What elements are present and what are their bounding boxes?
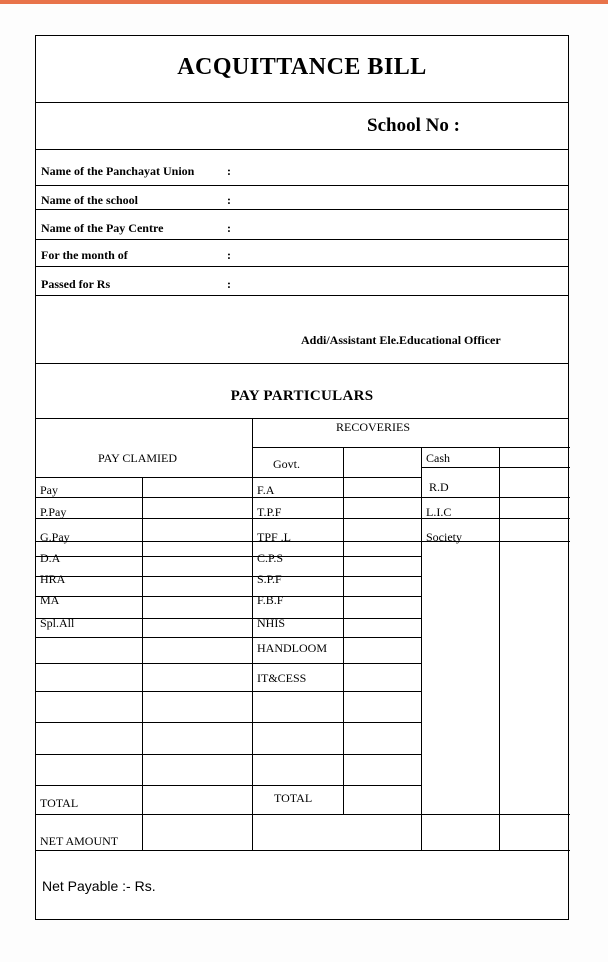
divider <box>36 541 570 542</box>
divider <box>36 239 568 240</box>
cash-item: L.I.C <box>426 505 452 519</box>
recovery-item: F.A <box>257 483 275 497</box>
pay-item: Pay <box>40 483 58 497</box>
divider <box>36 850 570 851</box>
grid-line <box>252 418 253 850</box>
divider <box>36 185 568 186</box>
field-colon: : <box>227 248 231 262</box>
govt-label: Govt. <box>273 457 300 471</box>
pay-item: P.Pay <box>40 505 67 519</box>
field-colon: : <box>227 193 231 207</box>
divider <box>36 477 421 478</box>
recovery-item: NHIS <box>257 616 286 630</box>
divider <box>36 618 421 619</box>
school-no-label: School No : <box>367 115 460 136</box>
recovery-item: HANDLOOM <box>257 641 327 655</box>
divider <box>36 295 568 296</box>
divider <box>36 418 568 419</box>
divider <box>252 447 570 448</box>
pay-item: MA <box>40 593 60 607</box>
acquittance-bill-form <box>35 35 569 920</box>
grid-line <box>142 477 143 850</box>
pay-centre-label: Name of the Pay Centre <box>41 221 164 235</box>
divider <box>36 576 421 577</box>
divider <box>36 518 570 519</box>
divider <box>36 663 421 664</box>
pay-item: Spl.All <box>40 616 75 630</box>
pay-claimed-header: PAY CLAMIED <box>98 451 178 465</box>
divider <box>36 754 421 755</box>
total-pay-label: TOTAL <box>40 796 79 810</box>
passed-for-label: Passed for Rs <box>41 277 111 291</box>
recovery-item: C.P.S <box>257 551 284 565</box>
pay-item: D.A <box>40 551 61 565</box>
divider <box>36 209 568 210</box>
recoveries-header: RECOVERIES <box>336 420 411 434</box>
cash-item: Society <box>426 530 462 544</box>
net-amount-label: NET AMOUNT <box>40 834 119 848</box>
form-title: ACQUITTANCE BILL <box>177 54 427 80</box>
cash-label: Cash <box>426 451 450 465</box>
grid-line <box>499 447 500 850</box>
divider <box>421 467 570 468</box>
grid-line <box>343 447 344 814</box>
divider <box>36 814 570 815</box>
recovery-item: S.P.F <box>257 572 282 586</box>
pay-item: G.Pay <box>40 530 70 544</box>
field-colon: : <box>227 277 231 291</box>
school-name-label: Name of the school <box>41 193 138 207</box>
divider <box>36 497 570 498</box>
divider <box>36 785 421 786</box>
panchayat-union-label: Name of the Panchayat Union <box>41 164 195 178</box>
grid-line <box>421 447 422 850</box>
pay-item: HRA <box>40 572 66 586</box>
divider <box>36 266 568 267</box>
month-label: For the month of <box>41 248 128 262</box>
divider <box>36 691 421 692</box>
divider <box>36 637 421 638</box>
field-colon: : <box>227 164 231 178</box>
recovery-item: TPF .L <box>257 530 292 544</box>
divider <box>36 556 421 557</box>
recovery-item: F.B.F <box>257 593 284 607</box>
officer-signature-label: Addi/Assistant Ele.Educational Officer <box>301 333 501 347</box>
net-payable-label: Net Payable :- Rs. <box>42 878 156 894</box>
total-recoveries-label: TOTAL <box>274 791 313 805</box>
divider <box>36 722 421 723</box>
recovery-item: T.P.F <box>257 505 282 519</box>
divider <box>36 102 568 103</box>
pay-particulars-header: PAY PARTICULARS <box>230 388 374 404</box>
divider <box>36 596 421 597</box>
divider <box>36 149 568 150</box>
cash-item: R.D <box>429 480 449 494</box>
divider <box>36 363 568 364</box>
recovery-item: IT&CESS <box>257 671 307 685</box>
field-colon: : <box>227 221 231 235</box>
